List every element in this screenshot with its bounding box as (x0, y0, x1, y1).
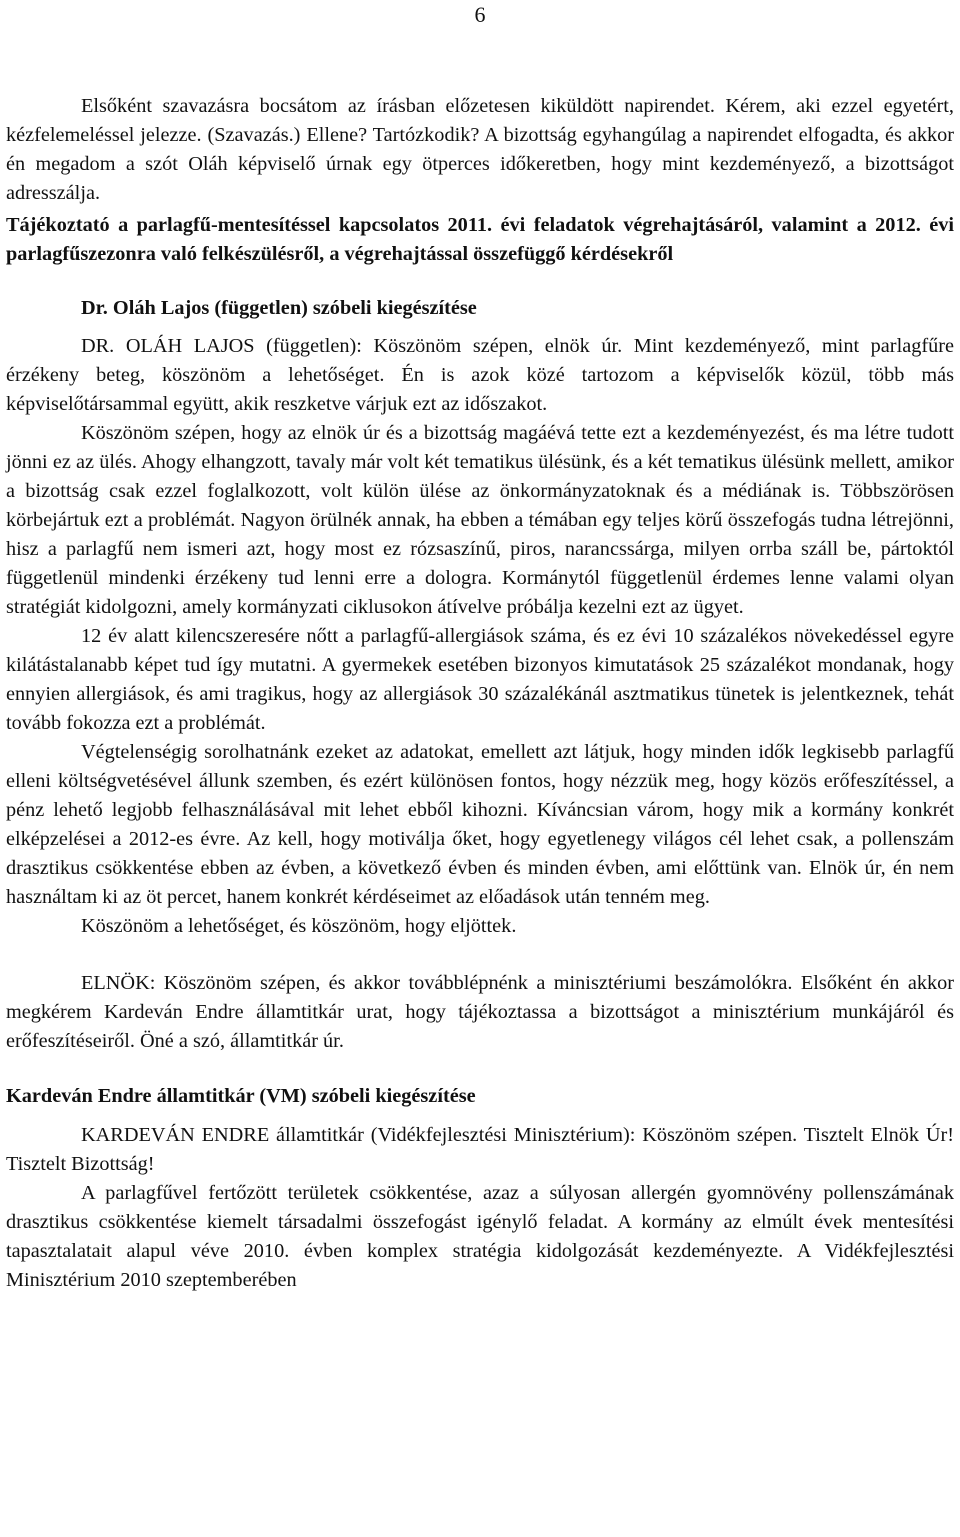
paragraph: 12 év alatt kilencszeresére nőtt a parlagfű-allergiások száma, és ez évi 10 százalékos növekedéssel egyre kilátástalanabb képet tud így mutatni. A gyermekek esetében bizonyos kimutatások 25 százalékot mondanak, hogy ennyien allergiások, és ami tragikus, hogy az allergiások 30 százalékánál asztmatikus tünetek is jelentkeznek, tehát tovább fokozza ezt a problémát. (6, 625, 954, 734)
page-number: 6 (474, 2, 486, 27)
paragraph: KARDEVÁN ENDRE államtitkár (Vidékfejlesztési Minisztérium): Köszönöm szépen. Tisztelt Elnök Úr! Tisztelt Bizottság! (6, 1124, 954, 1175)
paragraph: Végtelenségig sorolhatnánk ezeket az adatokat, emellett azt látjuk, hogy minden idők legkisebb parlagfű elleni költségvetésével állunk szemben, és ezért különösen fontos, hogy nézzük meg, hogy közös erőfeszítéssel, a pénz lehető legjobb felhasználásával mit lehet ebből kihozni. Kíváncsian várom, hogy mik a kormány konkrét elképzelései a 2012-es évre. Az kell, hogy motiválja őket, hogy egyetlenegy világos cél lehet csak, a pollenszám drasztikus csökkentése ebben az évben, a következő évben és minden évben, ami előttünk van. Elnök úr, én nem használtam ki az öt percet, hanem konkrét kérdéseimet az előadások után tenném meg. (6, 741, 954, 908)
paragraph: A parlagfűvel fertőzött területek csökkentése, azaz a súlyosan allergén gyomnövény pollenszámának drasztikus csökkentése kiemelt társadalmi összefogást igénylő feladat. A kormány az elmúlt évek mentesítési tapasztalatait alapul véve 2010. évben komplex stratégia kidolgozását kezdeményezte. A Vidékfejlesztési Minisztérium 2010 szeptemberében (6, 1182, 954, 1291)
chair-paragraph: ELNÖK: Köszönöm szépen, és akkor továbblépnénk a minisztériumi beszámolókra. Elsőként én akkor megkérem Kardeván Endre államtitkár urat, hogy tájékoztassa a bizottságot a minisztérium munkájáról és erőfeszítéseiről. Öné a szó, államtitkár úr. (6, 972, 954, 1052)
document-body (6, 92, 954, 1295)
paragraph: DR. OLÁH LAJOS (független): Köszönöm szépen, elnök úr. Mint kezdeményező, mint parlagfűre érzékeny beteg, köszönöm a lehetőséget. Én is azok közé tartozom a képviselők közül, több más képviselőtársammal együtt, akik reszketve várjuk ezt az időszakot. (6, 335, 954, 415)
section-heading-kardevan: Kardeván Endre államtitkár (VM) szóbeli kiegészítése (6, 1085, 476, 1107)
section-heading-olah: Dr. Oláh Lajos (független) szóbeli kiegészítése (81, 297, 477, 319)
paragraph: Köszönöm szépen, hogy az elnök úr és a bizottság magáévá tette ezt a kezdeményezést, és ma létre tudott jönni ez az ülés. Ahogy elhangzott, tavaly már volt két tematikus ülésünk, és a két tematikus ülésünk mellett, amikor a bizottság csak ezzel foglalkozott, volt külön ülése az önkormányzatoknak és a médiának is. Többszörösen körbejártuk ezt a problémát. Nagyon örülnék annak, ha ebben a témában egy teljes körű összefogás tudna létrejönni, hisz a parlagfű nem ismeri azt, hogy most ez rózsaszínű, piros, narancssárga, milyen orrba száll be, pártoktól függetlenül mindenki érzékeny tud lenni erre a dologra. Kormánytól függetlenül érdemes lenne valami olyan stratégiát kidolgozni, amely kormányzati ciklusokon átívelve próbálja kezelni ezt az ügyet. (6, 422, 954, 618)
intro-paragraph: Elsőként szavazásra bocsátom az írásban előzetesen kiküldött napirendet. Kérem, aki ezzel egyetért, kézfelemeléssel jelezze. (Szavazás.) Ellene? Tartózkodik? A bizottság egyhangúlag a napirendet elfogadta, és akkor én megadom a szót Oláh képviselő úrnak egy ötperces időkeretben, hogy mint kezdeményező, a bizottságot adresszálja. (6, 95, 954, 204)
paragraph: Köszönöm a lehetőséget, és köszönöm, hogy eljöttek. (81, 915, 517, 937)
agenda-title: Tájékoztató a parlagfű-mentesítéssel kapcsolatos 2011. évi feladatok végrehajtásáról, valamint a 2012. évi parlagfűszezonra való felkészülésről, a végrehajtással összefüggő kérdésekről (6, 214, 954, 265)
